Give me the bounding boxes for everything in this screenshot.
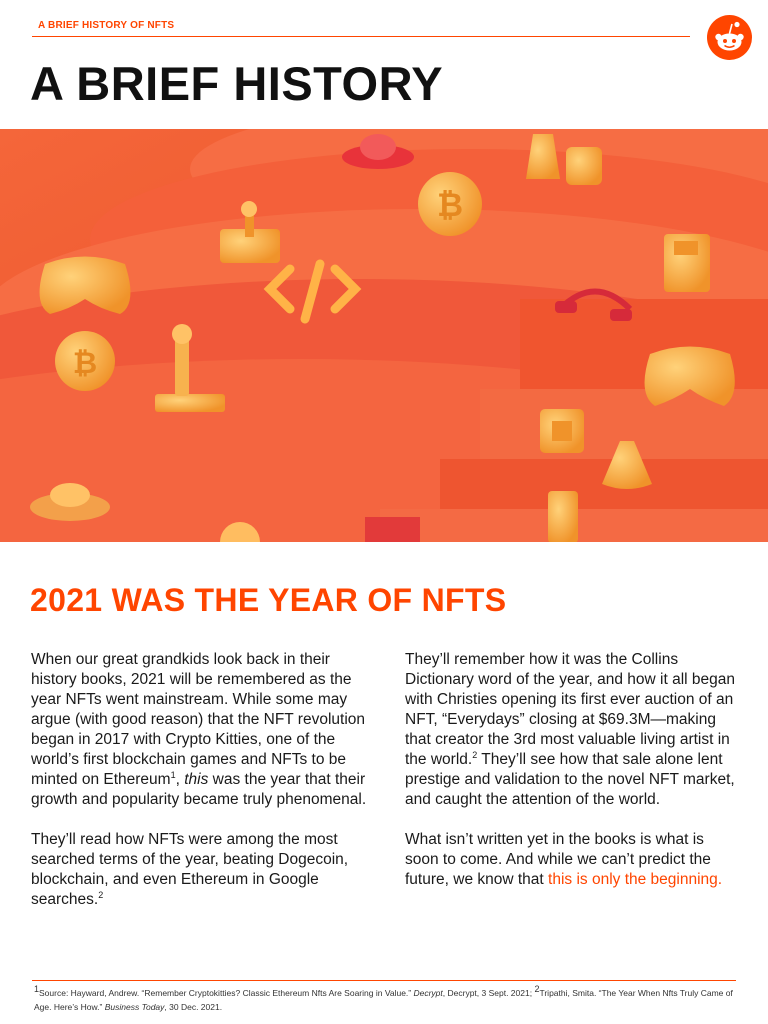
- page-title: A BRIEF HISTORY: [30, 57, 444, 110]
- bitcoin-coin-icon: [55, 331, 115, 391]
- footnote-ref: 2: [472, 749, 478, 760]
- microchip-icon: [540, 409, 584, 453]
- footnote-rule: [32, 980, 736, 981]
- footnote-ref: 1: [170, 769, 176, 780]
- right-paragraph-2: What isn’t written yet in the books is what is soon to come. And while we can’t predict the future, we know that this is only the beginning.: [405, 831, 723, 888]
- right-column: [405, 650, 737, 910]
- left-paragraph-1: When our great grandkids look back in their history books, 2021 will be remembered as the year NFTs went mainstream. While some may argue (with good reason) that the NFT revolution began in 2017 with Crypto Kitties, one of the world’s first blockchain games and NFTs to be minted on Ethereum$^1$, this was the year that their growth and popularity became truly phenomenal.: [31, 651, 367, 808]
- section-title: 2021 WAS THE YEAR OF NFTS: [30, 582, 507, 618]
- footnote: $^1$Source: Hayward, Andrew. “Remember Cryptokitties? Classic Ethereum Nfts Are Soaring in Value.” Decrypt, Decrypt, 3 Sept. 2021; $^2$Tripathi, Smita. “The Year When Nfts Truly Came of Age. Here’s How.” Business Today, 30 Dec. 2021.: [34, 984, 733, 1012]
- svg-text:₿: ₿: [72, 346, 98, 381]
- bitcoin-coin-icon: [418, 172, 482, 236]
- highlight-text: this is only the beginning.: [548, 871, 723, 888]
- left-column: [31, 650, 371, 930]
- right-paragraph-1: They’ll remember how it was the Collins Dictionary word of the year, and how it all began with Christies opening its first ever auction of an NFT, “Everydays” closing at $69.3M—making that creator the 3rd most valuable living artist in the world.$^2$ They’ll see how that sale alone lent prestige and validation to the novel NFT market, and caught the attention of the world.: [405, 651, 735, 808]
- header-rule: [32, 36, 690, 37]
- hero-illustration: [0, 129, 768, 542]
- footnote-ref: 2: [98, 889, 104, 900]
- svg-text:₿: ₿: [436, 186, 464, 224]
- left-paragraph-2: They’ll read how NFTs were among the most searched terms of the year, beating Dogecoin, blockchain, and even Ethereum in Google searches.$^2$: [31, 831, 349, 908]
- battery-icon: [548, 491, 578, 542]
- floppy-disk-icon: [664, 234, 710, 292]
- reddit-snoo-icon: [707, 15, 752, 60]
- header-kicker: A BRIEF HISTORY OF NFTS: [38, 20, 175, 31]
